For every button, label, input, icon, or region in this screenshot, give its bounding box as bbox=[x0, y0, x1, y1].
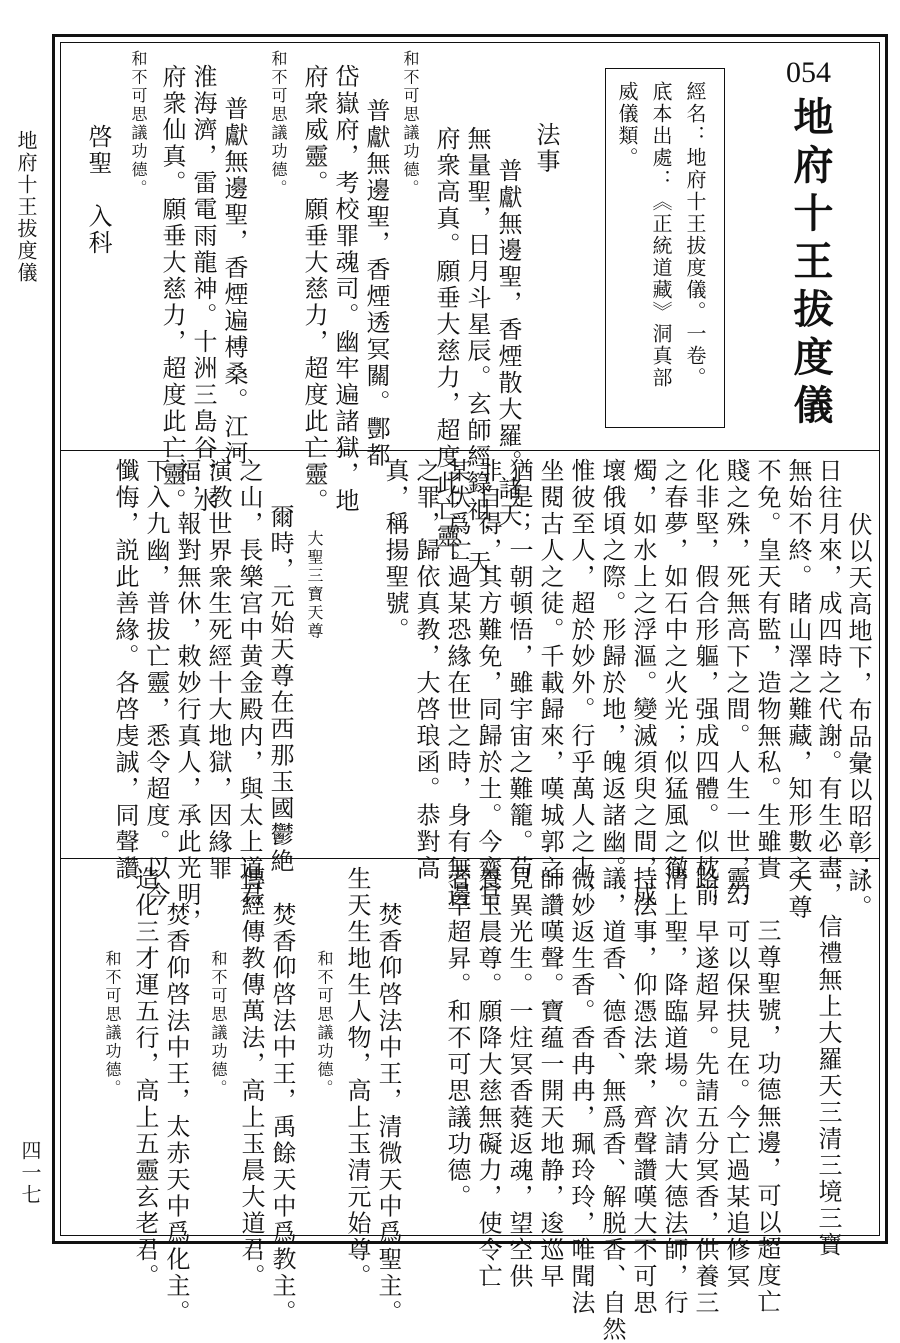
text-column: 微妙返生香。香冉冉，珮玲玲，唯聞法 bbox=[567, 866, 595, 1317]
text-column: 燭，如水上之浮漚。變滅須臾之間，成 bbox=[629, 458, 657, 909]
text-column: 信禮無上大羅天三清三境三寶 bbox=[814, 914, 842, 1259]
text-column: 普獻無邊聖，香煙遍榑桑。江河 bbox=[220, 96, 248, 467]
text-column: 岱嶽府，考校罪魂司。幽牢遍諸獄，地 bbox=[331, 64, 359, 515]
text-column: 府衆高真。願垂大慈力，超度此亡靈。 bbox=[432, 126, 460, 577]
text-column: 議，道香、德香、無爲香、解脱香、自然 bbox=[598, 866, 626, 1343]
text-column: 三尊聖號，功德無邊，可以超度亡 bbox=[753, 918, 781, 1316]
text-column: 坐閱古人之徒。千載歸來，嘆城郭之 bbox=[536, 458, 564, 882]
text-column: 和不可思議功德。 bbox=[401, 50, 420, 198]
text-column: 不免。皇天有監，造物無私。生雖貴 bbox=[753, 458, 781, 882]
text-column: 師讚嘆聲。寶蕴一開天地静，逡巡早 bbox=[536, 866, 564, 1290]
meta-line: 威儀類。 bbox=[615, 81, 639, 169]
text-column: 生天生地生人物，高上玉清元始尊。 bbox=[343, 866, 371, 1290]
text-column: 某伏爲亡過某恐緣在世之時，身有無邊 bbox=[443, 458, 471, 909]
text-column: 普獻無邊聖，香煙透冥關。酆都 bbox=[362, 98, 390, 469]
text-column: 傳經傳教傳萬法，高上玉晨大道君。 bbox=[237, 866, 265, 1290]
text-column: 賤之殊，死無高下之間。人生一世，幻 bbox=[722, 458, 750, 909]
document-title: 地府十王拔度儀 bbox=[787, 96, 834, 432]
text-column: 詠。 bbox=[844, 868, 872, 921]
text-column: 日往月來，成四時之代謝。有生必盡， bbox=[814, 458, 842, 909]
text-column: 壞俄頃之際。形歸於地，魄返諸幽。 bbox=[598, 458, 626, 882]
text-column: 天尊 bbox=[784, 868, 812, 921]
text-column: 大聖三寶天尊 bbox=[305, 530, 324, 641]
text-column: 之春夢，如石中之火光；似猛風之徹 bbox=[660, 458, 688, 882]
text-column: 普獻無邊聖，香煙散大羅。諸天 bbox=[494, 158, 522, 529]
text-column: 焚香仰啓法中王，禹餘天中爲教主。 bbox=[268, 902, 296, 1326]
text-column: 福，報對無休，敕妙行真人，承此光明， bbox=[173, 458, 201, 935]
text-column: 養玉晨尊。願降大慈無礙力，使令亡 bbox=[474, 866, 502, 1290]
text-column: 無量聖，日月斗星辰。玄師經籙祖，天 bbox=[463, 126, 491, 577]
text-column: 清上聖，降臨道場。次請大德法師，行 bbox=[660, 866, 688, 1317]
metadata-box bbox=[605, 68, 725, 428]
text-column: 之山，長樂宫中黄金殿内，與太上道君 bbox=[235, 458, 263, 909]
text-column: 下入九幽，普拔亡靈，悉令超度。以今 bbox=[142, 458, 170, 909]
text-column: 化非堅，假合形軀，强成四體。似枕前 bbox=[691, 458, 719, 909]
text-column: 路，早遂超昇。先請五分冥香，供養三 bbox=[691, 866, 719, 1317]
text-column: 焚香仰啓法中王，清微天中爲聖主。 bbox=[374, 902, 402, 1326]
running-title: 地府十王拔度儀 bbox=[14, 130, 38, 284]
text-column: 持法事，仰憑法衆，齊聲讚嘆大不可思 bbox=[629, 866, 657, 1317]
text-column: 無始不終。睹山澤之難藏，知形數之 bbox=[784, 458, 812, 882]
text-column: 懺悔，説此善緣。各啓虔誠，同聲讚 bbox=[111, 458, 139, 882]
text-column: 府衆仙真。願垂大慈力，超度此亡靈。 bbox=[158, 64, 186, 515]
text-column: 之罪，歸依真教，大啓琅函。恭對高 bbox=[412, 458, 440, 882]
text-column: 真，稱揚聖號。 bbox=[381, 458, 409, 644]
text-column: 伏以天高地下，布品彙以昭彰； bbox=[844, 512, 872, 883]
text-column: 爾時，元始天尊在西那玉國鬱絶 bbox=[266, 504, 294, 875]
text-column: 府衆威靈。願垂大慈力，超度此亡靈。 bbox=[300, 64, 328, 515]
text-column: 啓聖 入科 bbox=[84, 124, 112, 257]
text-column: 和不可思議功德。 bbox=[315, 950, 334, 1098]
text-column: 和不可思議功德。 bbox=[269, 50, 288, 198]
text-column: 猶是；一朝頓悟，雖宇宙之難籠。苟 bbox=[505, 458, 533, 882]
text-column: 惟彼至人，超於妙外。行乎萬人之上， bbox=[567, 458, 595, 909]
document-number: 054 bbox=[786, 56, 831, 89]
text-column: 造化三才運五行，高上五靈玄老君。 bbox=[131, 866, 159, 1290]
text-column: 者早超昇。和不可思議功德。 bbox=[443, 866, 471, 1211]
page-number: 四一七 bbox=[18, 1140, 42, 1206]
text-column: 非自得，其方難免，同歸於土。今齋官 bbox=[474, 458, 502, 909]
text-column: 見異光生。一炷冥香蕤返魂，望空供 bbox=[505, 866, 533, 1290]
text-column: 和不可思議功德。 bbox=[129, 50, 148, 198]
text-column: 靈，可以保扶見在。今亡過某追修冥 bbox=[722, 866, 750, 1290]
meta-line: 底本出處：《正統道藏》洞真部 bbox=[649, 81, 673, 389]
meta-line: 經名：地府十王拔度儀。一卷。 bbox=[683, 81, 707, 389]
text-column: 和不可思議功德。 bbox=[103, 950, 122, 1098]
text-column: 焚香仰啓法中王，太赤天中爲化主。 bbox=[162, 902, 190, 1326]
text-column: 法事 bbox=[532, 122, 560, 175]
text-column: 淮海濟，雷電雨龍神。十洲三島谷，水 bbox=[189, 64, 217, 515]
text-column: 演教世界衆生死經十大地獄，因緣罪 bbox=[204, 458, 232, 882]
text-column: 和不可思議功德。 bbox=[209, 950, 228, 1098]
